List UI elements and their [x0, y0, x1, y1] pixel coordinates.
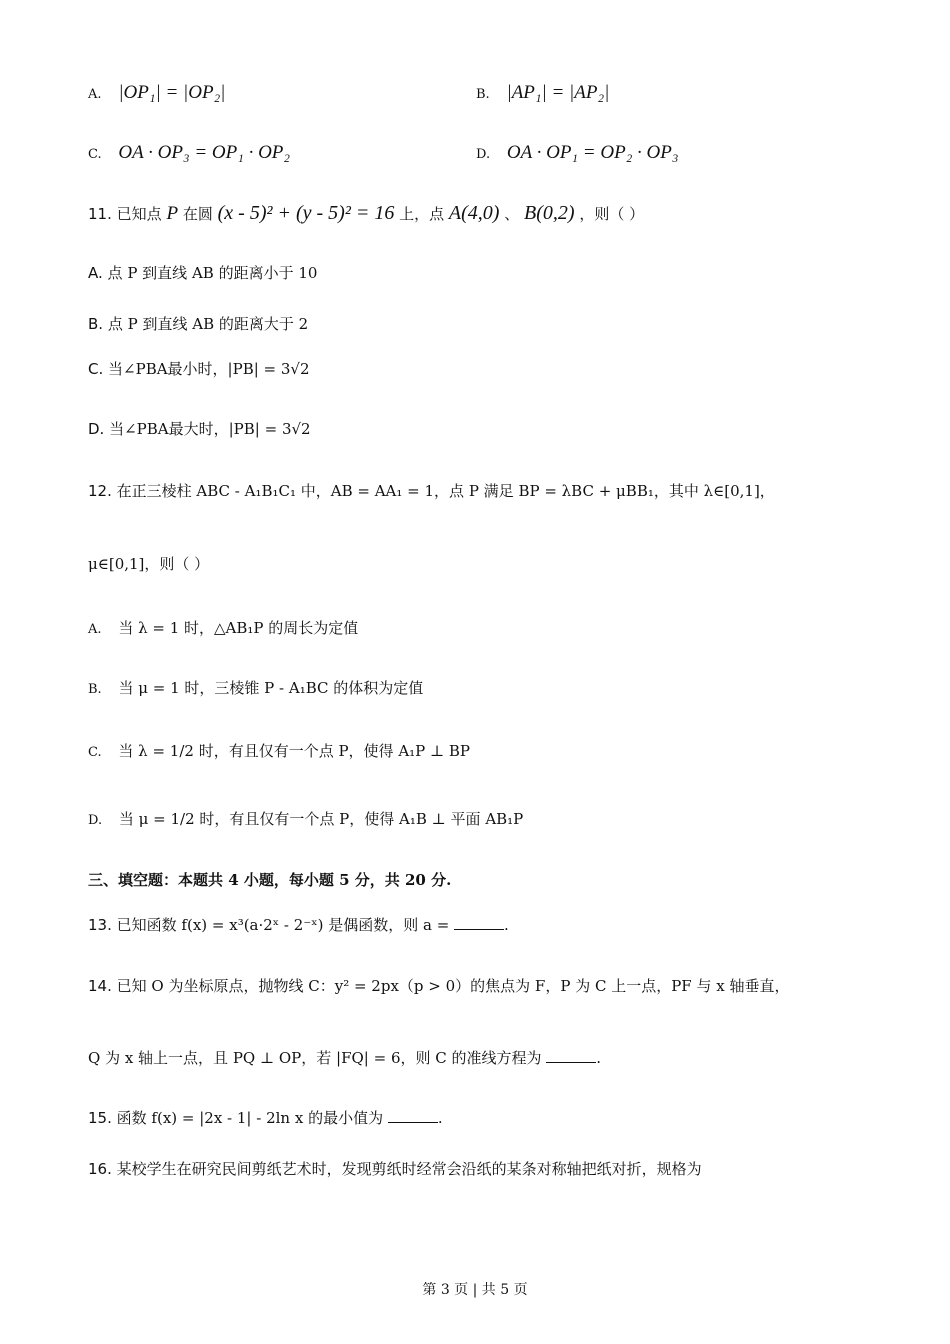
stem-text: 已知 O 为坐标原点，抛物线 C：y² = 2px（p > 0）的焦点为 F，P 为 C 上一点，PF 与 x 轴垂直，: [116, 977, 790, 995]
period: .: [596, 1049, 602, 1067]
option-label: C.: [88, 360, 104, 378]
q10-option-a: [88, 82, 225, 104]
option-label: A.: [88, 264, 103, 282]
option-label: A.: [88, 87, 102, 102]
q10-option-d: [476, 142, 678, 164]
q11-option-b: [88, 313, 308, 334]
q12-stem-line2: [88, 553, 209, 574]
option-label: D.: [88, 813, 103, 828]
question-number: 11.: [88, 205, 112, 223]
q11-stem: [88, 202, 644, 225]
point-a: A(4,0): [448, 202, 500, 224]
question-number: 16.: [88, 1160, 112, 1178]
q14-line2: [88, 1047, 601, 1068]
q13: [88, 914, 509, 935]
option-label: C.: [88, 147, 102, 162]
q12-option-b: [88, 677, 423, 698]
stem-text: ，则（ ）: [579, 205, 645, 223]
option-text: 点 P 到直线 AB 的距离小于 10: [107, 264, 318, 282]
separator: 、: [504, 205, 520, 223]
option-math: |OP₁| = |OP₂|: [118, 82, 226, 103]
option-label: C.: [88, 745, 102, 760]
q11-option-c: [88, 358, 310, 379]
q11-option-a: [88, 262, 317, 283]
option-text: 当 μ = 1/2 时，有且仅有一个点 P，使得 A₁B ⊥ 平面 AB₁P: [118, 810, 524, 828]
option-label: A.: [88, 622, 102, 637]
stem-text: μ∈[0,1]，则（ ）: [88, 555, 210, 573]
answer-blank[interactable]: [546, 1048, 596, 1063]
q10-option-b: [476, 82, 609, 104]
option-text: 当 λ = 1 时，△AB₁P 的周长为定值: [118, 619, 359, 637]
stem-text: 在正三棱柱 ABC - A₁B₁C₁ 中，AB = AA₁ = 1，点 P 满足 BP = λBC + μBB₁，其中 λ∈[0,1]，: [116, 482, 775, 500]
section-heading: 三、填空题：本题共 4 小题，每小题 5 分，共 20 分.: [88, 871, 452, 889]
q12-option-a: [88, 617, 358, 638]
point-b: B(0,2): [524, 202, 575, 224]
question-number: 15.: [88, 1109, 112, 1127]
q10-option-c: [88, 142, 290, 164]
answer-blank[interactable]: [454, 915, 504, 930]
option-text: 当∠PBA最大时，|PB| = 3√2: [109, 420, 311, 438]
q11-option-d: [88, 418, 311, 439]
option-label: D.: [88, 420, 105, 438]
option-text: 当 λ = 1/2 时，有且仅有一个点 P，使得 A₁P ⊥ BP: [118, 742, 471, 760]
option-text: 当 μ = 1 时，三棱锥 P - A₁BC 的体积为定值: [118, 679, 424, 697]
question-number: 12.: [88, 482, 112, 500]
period: .: [504, 916, 509, 934]
question-number: 14.: [88, 977, 112, 995]
stem-text: 上，点: [399, 205, 445, 223]
stem-text: 某校学生在研究民间剪纸艺术时，发现剪纸时经常会沿纸的某条对称轴把纸对折，规格为: [116, 1160, 702, 1178]
question-number: 13.: [88, 916, 112, 934]
q12-stem-line1: [88, 480, 775, 501]
option-math: OA · OP₁ = OP₂ · OP₃: [506, 142, 679, 163]
page-footer: 第 3 页 | 共 5 页: [422, 1282, 528, 1298]
q12-option-d: [88, 808, 523, 829]
stem-text: 已知函数 f(x) = x³(a·2ˣ - 2⁻ˣ) 是偶函数，则 a =: [116, 916, 450, 934]
option-label: B.: [476, 87, 490, 102]
option-text: 点 P 到直线 AB 的距离大于 2: [107, 315, 309, 333]
stem-text: Q 为 x 轴上一点，且 PQ ⊥ OP，若 |FQ| = 6，则 C 的准线方程为: [88, 1049, 542, 1067]
stem-text: 在圆: [182, 205, 213, 223]
option-label: D.: [476, 147, 491, 162]
q16: [88, 1158, 702, 1179]
stem-text: 函数 f(x) = |2x - 1| - 2ln x 的最小值为: [116, 1109, 384, 1127]
option-math: OA · OP₃ = OP₁ · OP₂: [118, 142, 291, 163]
option-text: 当∠PBA最小时，|PB| = 3√2: [108, 360, 310, 378]
circle-equation: (x - 5)² + (y - 5)² = 16: [217, 202, 395, 224]
period: .: [437, 1109, 443, 1127]
q14-line1: [88, 975, 789, 996]
var-p: P: [166, 203, 179, 224]
q15: [88, 1107, 443, 1128]
answer-blank[interactable]: [388, 1108, 438, 1123]
option-label: B.: [88, 315, 104, 333]
q12-option-c: [88, 740, 470, 761]
option-label: B.: [88, 682, 102, 697]
stem-text: 已知点: [116, 205, 162, 223]
option-math: |AP₁| = |AP₂|: [506, 82, 610, 103]
